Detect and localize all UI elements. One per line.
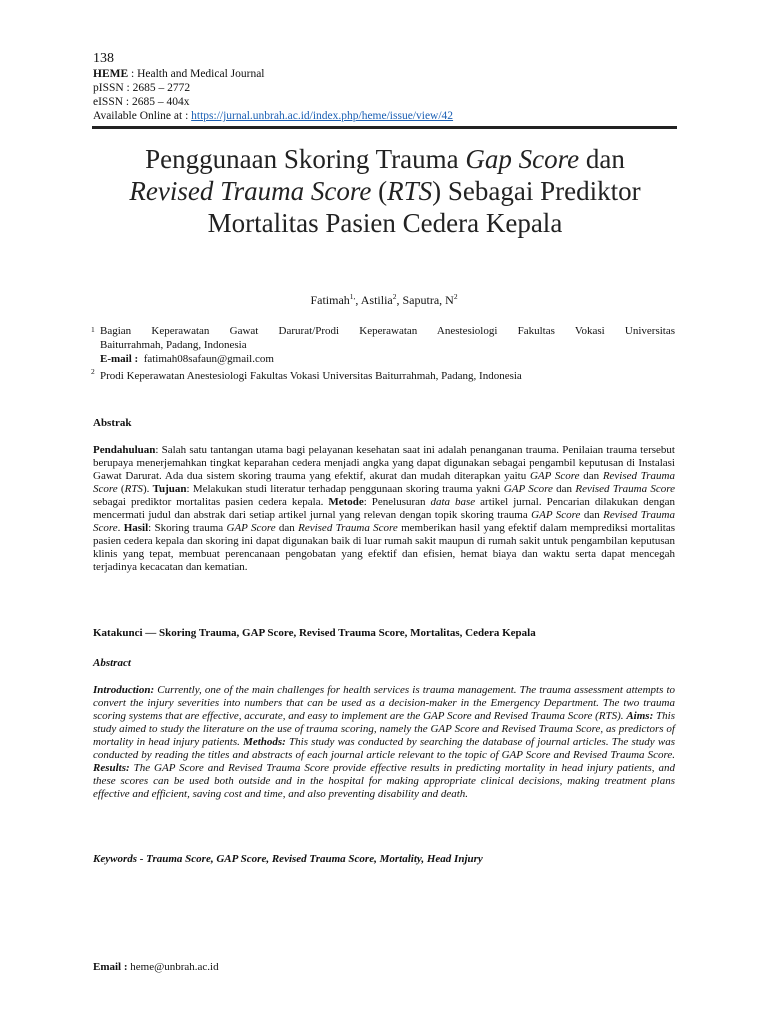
- author-list: [93, 292, 675, 308]
- text: memberikan hasil yang efektif dalam memprediksi mortalitas pasien cedera kepala dan skoring ini dapat digunakan baik di luar rumah sakit maupun di rumah sakit untuk pengambilan keputusan klinis yang tepat, membuat perencanaan pengobatan yang efektif dan efisien, hemat biaya dan waktu serta dapat mencegah terjadinya kecacatan dan kematian.: [93, 522, 676, 573]
- text: : Salah satu tantangan utama bagi pelayanan kesehatan saat ini adalah penanganan trauma. Penilaian trauma tersebut berupaya menerjemahkan tingkat keparahan cedera menjadi angka yang dapat digunakan sebagai pengambil keputusan di Instalasi Gawat Darurat. Ada dua sistem skoring trauma yang efektif, akurat dan mudah diterapkan yaitu: [93, 444, 675, 482]
- title-italic: Gap Score: [465, 144, 580, 174]
- text: : Skoring trauma: [148, 522, 227, 534]
- eissn: eISSN : 2685 – 404x: [93, 96, 190, 108]
- affiliation-number: 1: [91, 325, 95, 334]
- title-text: dan: [579, 144, 625, 174]
- title-italic: RTS: [387, 176, 433, 206]
- author-email: fatimah08safaun@gmail.com: [143, 353, 274, 365]
- author-name: , Saputra, N: [396, 293, 454, 307]
- abstrak-heading: Abstrak: [93, 417, 132, 429]
- text: The GAP Score and Revised Trauma Score provide effective results in predicting mortality in head injury patients, and these scores can be used both outside and in the hospital for making appropriate clinical decisions, making treatment plans effective and efficient, saving cost and time, and also preventing disability and death.: [93, 762, 675, 800]
- title-text: (: [371, 176, 388, 206]
- title-italic: Revised Trauma Score: [129, 176, 372, 206]
- text: dan: [552, 483, 576, 495]
- available-online: [93, 110, 453, 123]
- email-line: [100, 353, 274, 366]
- text: sebagai prediktor mortalitas pasien cedera kepala.: [93, 496, 329, 508]
- author-sup: 1,: [349, 292, 356, 301]
- journal-abbr: HEME: [93, 68, 129, 80]
- term: GAP Score: [226, 522, 276, 534]
- text: : Melakukan studi literatur terhadap penggunaan skoring trauma yakni: [186, 483, 504, 495]
- term: Revised Trauma Score: [93, 470, 675, 495]
- term: GAP Score: [529, 470, 580, 482]
- label: Aims:: [626, 710, 654, 722]
- text: This study aimed to study the literature on the use of trauma scoring, namely the GAP Score and Revised Trauma Score, as predictors of mortality in head injury patients.: [93, 710, 675, 748]
- term: GAP Score: [503, 483, 553, 495]
- text: This study was conducted by searching the database of journal articles. The study was conducted by reading the titles and abstracts of each journal article relevant to the topic of GAP Score and Revised Trauma Score.: [93, 736, 675, 761]
- affiliation-1-line-2: Baiturrahmah, Padang, Indonesia: [100, 339, 247, 351]
- text: dan: [580, 509, 604, 521]
- title-text: Penggunaan Skoring Trauma: [145, 144, 466, 174]
- label: Tujuan: [152, 483, 187, 495]
- abstract-heading: Abstract: [93, 657, 131, 669]
- text: ).: [142, 483, 153, 495]
- label: Methods:: [243, 736, 286, 748]
- title-text: ) Sebagai Prediktor: [432, 176, 641, 206]
- term: Revised Trauma Score: [575, 483, 675, 495]
- text: dan: [275, 522, 299, 534]
- footer-email-label: Email :: [93, 961, 128, 973]
- text: : Penelusuran: [363, 496, 431, 508]
- text: dan: [579, 470, 603, 482]
- abstract-body: [93, 684, 675, 801]
- label: Pendahuluan: [93, 444, 156, 456]
- label: Hasil: [123, 522, 149, 534]
- available-label: Available Online at :: [93, 110, 192, 122]
- label: Results:: [93, 762, 130, 774]
- term: RTS: [124, 483, 143, 495]
- term: data base: [430, 496, 476, 508]
- journal-line: [93, 68, 265, 81]
- email-label: E-mail :: [100, 353, 139, 365]
- author-sup: 2: [453, 292, 458, 301]
- author-name: , Astilia: [355, 293, 393, 307]
- abstrak-body: [93, 444, 675, 574]
- footer-email-address: heme@unbrah.ac.id: [127, 961, 219, 973]
- text: artikel jurnal. Pencarian dilakukan dengan mencermati judul dan abstrak dari setiap artikel jurnal yang relevan dengan topik skoring trauma: [93, 496, 675, 521]
- label: Metode: [328, 496, 364, 508]
- journal-url-link[interactable]: https://jurnal.unbrah.ac.id/index.php/heme/issue/view/42: [191, 110, 454, 122]
- term: Revised Trauma Score: [298, 522, 398, 534]
- term: Revised Trauma Score: [93, 509, 675, 534]
- header-rule: [92, 126, 677, 129]
- author-name: Fatimah: [310, 293, 350, 307]
- footer-email: [93, 961, 219, 973]
- title-text: Mortalitas Pasien Cedera Kepala: [207, 208, 563, 238]
- author-sup: 2: [392, 292, 397, 301]
- journal-name: : Health and Medical Journal: [128, 68, 265, 80]
- affiliation-2: Prodi Keperawatan Anestesiologi Fakultas Vokasi Universitas Baiturrahmah, Padang, Indonesia: [100, 370, 522, 382]
- term: GAP Score: [531, 509, 581, 521]
- text: (: [117, 483, 125, 495]
- affiliation-1-line-1: Bagian Keperawatan Gawat Darurat/Prodi Keperawatan Anestesiologi Fakultas Vokasi Universitas: [100, 325, 675, 337]
- katakunci: Katakunci — Skoring Trauma, GAP Score, Revised Trauma Score, Mortalitas, Cedera Kepala: [93, 627, 536, 639]
- text: Currently, one of the main challenges for health services is trauma management. The trauma assessment attempts to convert the injury severities into numbers that can be used as a decision-maker in the Emergency Department. The two trauma scoring systems that are effective, accurate, and easy to implement are the GAP Score and Revised Trauma Score (RTS).: [93, 684, 675, 722]
- article-title: [80, 143, 690, 239]
- pissn: pISSN : 2685 – 2772: [93, 82, 191, 94]
- text: .: [117, 522, 124, 534]
- page-number: 138: [93, 51, 114, 66]
- keywords: Keywords - Trauma Score, GAP Score, Revised Trauma Score, Mortality, Head Injury: [93, 853, 483, 865]
- affiliation-number: 2: [91, 367, 95, 376]
- label: Introduction:: [93, 684, 155, 696]
